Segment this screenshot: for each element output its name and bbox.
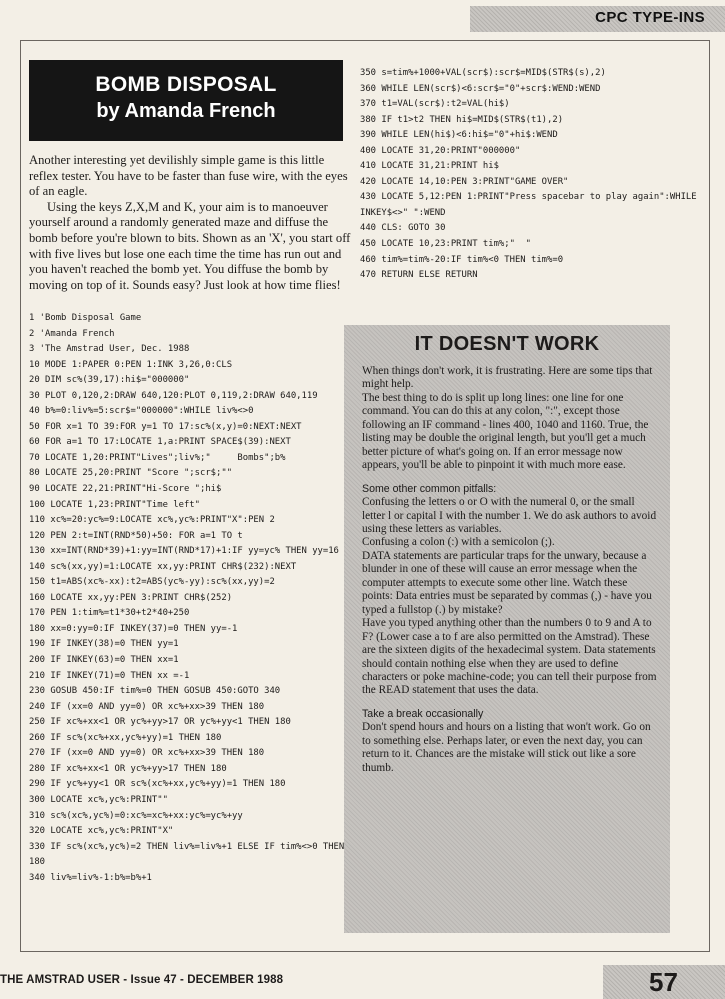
page-number: 57 [649, 967, 678, 997]
code-line: 60 FOR a=1 TO 17:LOCATE 1,a:PRINT SPACE$(39):NEXT [29, 437, 291, 448]
listing-left-column [29, 311, 354, 886]
code-line: 20 DIM sc%(39,17):hi$="000000" [29, 375, 190, 386]
code-line: 50 FOR x=1 TO 39:FOR y=1 TO 17:sc%(x,y)=0:NEXT:NEXT [29, 421, 302, 432]
code-line: 140 sc%(xx,yy)=1:LOCATE xx,yy:PRINT CHR$(232):NEXT [29, 561, 297, 572]
code-line: 270 IF (xx=0 AND yy=0) OR xc%+xx>39 THEN 180 [29, 748, 265, 759]
code-line: 70 LOCATE 1,20:PRINT"Lives";liv%;" Bombs";b% [29, 452, 286, 463]
code-line: 350 s=tim%+1000+VAL(scr$):scr$=MID$(STR$(s),2) [360, 68, 606, 78]
code-line: 180 xx=0:yy=0:IF INKEY(37)=0 THEN yy=-1 [29, 623, 238, 634]
code-line: 410 LOCATE 31,21:PRINT hi$ [360, 161, 499, 172]
code-line: 80 LOCATE 25,20:PRINT "Score ";scr$;"" [29, 468, 233, 479]
tips-paragraph: When things don't work, it is frustrating. Here are some tips that might help. [362, 365, 653, 391]
code-line: 280 IF xc%+xx<1 OR yc%+yy>17 THEN 180 [29, 763, 227, 774]
code-line: 330 IF sc%(xc%,yc%)=2 THEN liv%=liv%+1 ELSE IF tim%<>0 THEN 180 [29, 841, 345, 868]
code-line: 320 LOCATE xc%,yc%:PRINT"X" [29, 826, 174, 837]
page-number-band [603, 965, 725, 999]
tips-paragraph: Confusing the letters o or O with the numeral 0, or the small letter l or capital I with the number 1. We do ask authors to avoid using these letters as variables. [362, 496, 657, 535]
code-line: 340 liv%=liv%-1:b%=b%+1 [29, 872, 152, 883]
code-line: 150 t1=ABS(xc%-xx):t2=ABS(yc%-yy):sc%(xx,yy)=2 [29, 577, 275, 588]
code-line: 230 GOSUB 450:IF tim%=0 THEN GOSUB 450:GOTO 340 [29, 686, 281, 697]
tips-subheading: Take a break occasionally [362, 707, 484, 720]
code-line: 250 IF xc%+xx<1 OR yc%+yy>17 OR yc%+yy<1 THEN 180 [29, 717, 291, 728]
intro-paragraph: Using the keys Z,X,M and K, your aim is to manoeuver yourself around a randomly generated maze and diffuse the bomb before you're blown to bits. Shown as an 'X', you start off with five lives but lose one each time the time has run out and you haven't reached the bomb yet. You diffuse the bomb by moving on top of it. Sounds easy? Just look at how time flies! [29, 199, 351, 292]
intro-paragraph: Another interesting yet devilishly simple game is this little reflex tester. You have to be faster than fuse wire, with the eyes of an eagle. [29, 153, 348, 199]
tips-box [344, 325, 670, 933]
code-line: 470 RETURN ELSE RETURN [360, 270, 478, 281]
code-line: 390 WHILE LEN(hi$)<6:hi$="0"+hi$:WEND [360, 130, 558, 141]
code-line: 200 IF INKEY(63)=0 THEN xx=1 [29, 655, 179, 666]
code-line: 420 LOCATE 14,10:PEN 3:PRINT"GAME OVER" [360, 176, 569, 187]
tips-paragraph: Don't spend hours and hours on a listing that won't work. Go on to something else. Perhaps later, or even the next day, you can return to it. Chances are the mistake will stick out like a sore thumb. [362, 721, 651, 774]
code-line: 110 xc%=20:yc%=9:LOCATE xc%,yc%:PRINT"X":PEN 2 [29, 515, 275, 526]
code-line: 10 MODE 1:PAPER 0:PEN 1:INK 3,26,0:CLS [29, 359, 233, 370]
code-line: 190 IF INKEY(38)=0 THEN yy=1 [29, 639, 179, 650]
code-line: 3 'The Amstrad User, Dec. 1988 [29, 344, 190, 355]
code-line: 430 LOCATE 5,12:PEN 1:PRINT"Press spacebar to play again":WHILE INKEY$<>" ":WEND [360, 192, 702, 218]
code-line: 160 LOCATE xx,yy:PEN 3:PRINT CHR$(252) [29, 592, 233, 603]
code-line: 380 IF t1>t2 THEN hi$=MID$(STR$(t1),2) [360, 114, 564, 125]
section-title: CPC TYPE-INS [595, 9, 705, 26]
article-title: BOMB DISPOSAL [95, 73, 277, 96]
tips-subheading: Some other common pitfalls: [362, 482, 497, 495]
tips-paragraph: DATA statements are particular traps for the unwary, because a blunder in one of these will cause an error message when the computer attempts to execute some other line. Watch these points: Data entries must be separated by commas (,) - have you typed a fullstop (.) by mistake? [362, 549, 652, 616]
code-line: 210 IF INKEY(71)=0 THEN xx =-1 [29, 670, 190, 681]
footer-issue: THE AMSTRAD USER - Issue 47 - DECEMBER 1988 [0, 974, 284, 986]
code-line: 2 'Amanda French [29, 328, 115, 339]
tips-body [362, 365, 660, 775]
code-line: 290 IF yc%+yy<1 OR sc%(xc%+xx,yc%+yy)=1 THEN 180 [29, 779, 286, 790]
code-line: 120 PEN 2:t=INT(RND*50)+50: FOR a=1 TO t [29, 530, 243, 541]
code-line: 130 xx=INT(RND*39)+1:yy=INT(RND*17)+1:IF yy=yc% THEN yy=16 [29, 546, 339, 557]
code-line: 40 b%=0:liv%=5:scr$="000000":WHILE liv%<>0 [29, 406, 254, 417]
code-line: 1 'Bomb Disposal Game [29, 313, 142, 323]
code-line: 240 IF (xx=0 AND yy=0) OR xc%+xx>39 THEN 180 [29, 701, 265, 712]
code-line: 360 WHILE LEN(scr$)<6:scr$="0"+scr$:WEND:WEND [360, 83, 601, 94]
section-header-band [470, 6, 725, 32]
code-line: 450 LOCATE 10,23:PRINT tim%;" " [360, 239, 531, 250]
code-line: 100 LOCATE 1,23:PRINT"Time left" [29, 499, 200, 510]
code-line: 400 LOCATE 31,20:PRINT"000000" [360, 145, 521, 156]
code-line: 310 sc%(xc%,yc%)=0:xc%=xc%+xx:yc%=yc%+yy [29, 810, 243, 821]
tips-paragraph: Have you typed anything other than the numbers 0 to 9 and A to F? (Lower case a to f are also permitted on the Amstrad). These are the sixteen digits of the hexadecimal system. Data statements should contain nothing else when they are used to define characters or poke machine-code; you can tell their purpose from the READ statement that uses the data. [362, 617, 657, 697]
code-line: 30 PLOT 0,120,2:DRAW 640,120:PLOT 0,119,2:DRAW 640,119 [29, 390, 318, 401]
tips-title: IT DOESN'T WORK [414, 333, 600, 355]
code-line: 440 CLS: GOTO 30 [360, 223, 446, 234]
code-line: 300 LOCATE xc%,yc%:PRINT"" [29, 794, 168, 805]
article-title-box [29, 60, 343, 141]
article-byline: by Amanda French [96, 100, 276, 122]
code-line: 370 t1=VAL(scr$):t2=VAL(hi$) [360, 99, 510, 110]
article-intro [29, 153, 351, 293]
code-line: 260 IF sc%(xc%+xx,yc%+yy)=1 THEN 180 [29, 732, 222, 743]
tips-paragraph: The best thing to do is split up long lines: one line for one command. You can do this at any colon, ":", except those following an IF command - lines 400, 1040 and 1160. True, the listing may be double the original length, but you'll get a much better picture of what's going on. If an error message now appears, you'll be able to pinpoint it with much more ease. [362, 391, 649, 472]
listing-right-column [360, 66, 700, 284]
code-line: 460 tim%=tim%-20:IF tim%<0 THEN tim%=0 [360, 254, 564, 265]
code-line: 170 PEN 1:tim%=t1*30+t2*40+250 [29, 608, 190, 619]
tips-paragraph: Confusing a colon (:) with a semicolon (;). [362, 536, 555, 549]
code-line: 90 LOCATE 22,21:PRINT"Hi-Score ";hi$ [29, 484, 222, 495]
